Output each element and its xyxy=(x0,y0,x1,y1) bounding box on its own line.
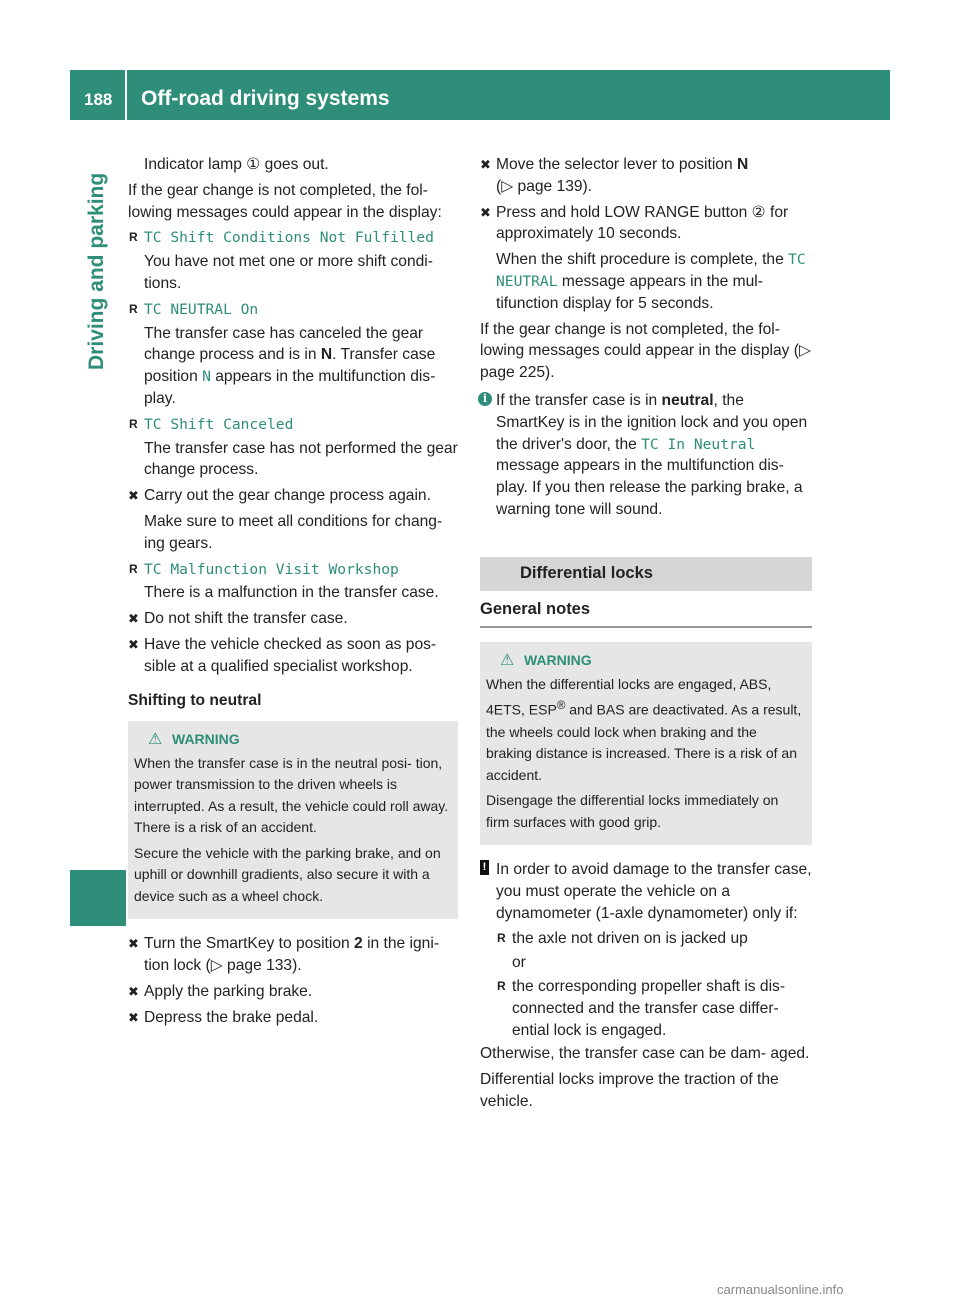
warning-box xyxy=(128,721,458,919)
text-span: Press and hold LOW RANGE button ② for approximately 10 seconds. xyxy=(496,203,789,243)
text-span: the axle not driven on is jacked up xyxy=(512,930,748,948)
text-span: Depress the brake pedal. xyxy=(144,1008,319,1026)
subsection-heading: General notes xyxy=(480,599,812,629)
step-item xyxy=(128,981,458,1003)
step-arrow-icon: ✖ xyxy=(128,488,139,504)
text-span: N xyxy=(736,156,749,173)
paragraph: The transfer case has not performed the gear change process. xyxy=(144,439,458,479)
watermark: carmanualsonline.info xyxy=(717,1282,844,1297)
warning-header xyxy=(486,650,804,672)
registered-mark: ® xyxy=(556,699,566,713)
text-span: message appears in the multifunction dis- play. If you then release the parking brake, a warning tone will sound. xyxy=(496,457,803,518)
exclamation-icon: ! xyxy=(480,860,489,875)
text-span: (▷ page 139). xyxy=(496,177,593,195)
info-icon: i xyxy=(478,392,492,406)
paragraph: Indicator lamp ① goes out. xyxy=(144,156,329,173)
display-message: TC Shift Conditions Not Fulfilled xyxy=(144,229,434,247)
text-span: Move the selector lever to position xyxy=(496,156,737,173)
warning-triangle-icon: ⚠ xyxy=(148,731,163,749)
bullet-icon: R xyxy=(497,978,506,993)
paragraph: If the gear change is not completed, the fol- lowing messages could appear in the display: xyxy=(128,181,442,221)
page-number: 188 xyxy=(84,90,113,109)
paragraph: Differential locks improve the traction of the vehicle. xyxy=(480,1071,779,1110)
paragraph: If the gear change is not completed, the fol- lowing messages could appear in the display (▷ page 225). xyxy=(480,320,811,382)
text-span: 2 xyxy=(354,935,363,953)
notice-note xyxy=(480,859,812,924)
step-arrow-icon: ✖ xyxy=(128,983,139,999)
step-item xyxy=(128,485,458,507)
step-item xyxy=(128,608,458,630)
warning-box xyxy=(480,642,812,845)
bullet-icon: R xyxy=(129,561,138,576)
warning-header xyxy=(134,729,450,751)
text-span: Carry out the gear change process again. xyxy=(144,487,431,505)
bullet-icon: R xyxy=(497,931,506,946)
paragraph: You have not met one or more shift condi- tions. xyxy=(144,253,433,292)
text-span: Apply the parking brake. xyxy=(144,982,313,1000)
step-item xyxy=(480,154,812,198)
bullet-icon: R xyxy=(129,230,138,245)
step-arrow-icon: ✖ xyxy=(128,1009,139,1025)
step-arrow-icon: ✖ xyxy=(128,611,139,627)
bullet-icon: R xyxy=(129,301,138,316)
display-message: TC NEUTRAL xyxy=(496,251,806,290)
side-tab-block xyxy=(70,870,126,926)
text-span: in the igni- tion lock (▷ page 133). xyxy=(144,935,440,975)
step-arrow-icon: ✖ xyxy=(128,636,139,652)
header-divider xyxy=(125,70,127,120)
list-item xyxy=(128,299,458,321)
step-item xyxy=(128,1007,458,1029)
text-span: message appears in the mul- tifunction display for 5 seconds. xyxy=(496,272,763,312)
paragraph: or xyxy=(512,954,526,972)
text-span: appears in the multifunction dis- play. xyxy=(144,368,436,407)
step-arrow-icon: ✖ xyxy=(480,204,491,220)
text-span: Turn the SmartKey to position xyxy=(144,935,355,953)
text-span: Have the vehicle checked as soon as pos- sible at a qualified specialist workshop. xyxy=(144,635,437,675)
warning-text: When the transfer case is in the neutral posi- tion, power transmission to the driven wheels is interrupted. As a result, the vehicle could roll away. There is a risk of an accident. xyxy=(134,754,449,836)
display-message: TC NEUTRAL On xyxy=(144,300,259,318)
left-column xyxy=(128,154,458,1033)
text-span: The transfer case has canceled the gear change process and is in xyxy=(144,324,424,364)
text-span: N xyxy=(320,346,333,364)
paragraph xyxy=(128,323,458,410)
paragraph xyxy=(480,249,812,314)
warning-text: Secure the vehicle with the parking brake, and on uphill or downhill gradients, also secure it with a device such as a wheel chock. xyxy=(134,844,441,904)
text-span: the corresponding propeller shaft is dis- connected and the transfer case differ- ential lock is engaged. xyxy=(512,977,786,1039)
text-span: . Transfer case position xyxy=(144,346,436,386)
text-span: neutral xyxy=(661,391,714,409)
list-item xyxy=(480,976,812,1041)
warning-text xyxy=(486,674,804,786)
paragraph: Make sure to meet all conditions for chang- ing gears. xyxy=(144,512,443,552)
warning-label: WARNING xyxy=(524,652,592,669)
step-item xyxy=(480,202,812,246)
bullet-icon: R xyxy=(129,416,138,431)
step-item xyxy=(128,634,458,678)
text-span: Do not shift the transfer case. xyxy=(144,610,348,628)
paragraph: Otherwise, the transfer case can be dam- aged. xyxy=(480,1045,810,1063)
text-span: and BAS are deactivated. As a result, the wheels could lock when braking and the braking distance is increased. There is a risk of an accident. xyxy=(486,702,802,783)
text-span: When the differential locks are engaged, ABS, 4ETS, ESP xyxy=(486,675,772,718)
text-span: , the SmartKey is in the ignition lock and you open the driver's door, the xyxy=(496,391,808,453)
step-item xyxy=(128,933,458,977)
display-message: TC In Neutral xyxy=(641,435,756,453)
text-span: In order to avoid damage to the transfer case, you must operate the vehicle on a dynamometer (1-axle dynamometer) only if: xyxy=(496,861,812,922)
warning-label: WARNING xyxy=(172,731,240,748)
warning-text: Disengage the differential locks immediately on firm surfaces with good grip. xyxy=(486,792,779,830)
side-tab-title: Driving and parking xyxy=(85,172,108,370)
info-note xyxy=(480,390,812,521)
chapter-title: Off-road driving systems xyxy=(141,87,390,110)
list-item xyxy=(128,414,458,436)
text-span: If the transfer case is in xyxy=(496,391,662,409)
section-heading: Shifting to neutral xyxy=(128,691,262,709)
list-item xyxy=(128,559,458,581)
step-arrow-icon: ✖ xyxy=(128,936,139,952)
right-column xyxy=(480,154,812,1117)
step-arrow-icon: ✖ xyxy=(480,157,491,172)
section-heading: Differential locks xyxy=(480,557,812,591)
list-item xyxy=(480,928,812,950)
paragraph: There is a malfunction in the transfer case. xyxy=(144,584,439,602)
list-item xyxy=(128,227,458,249)
warning-triangle-icon: ⚠ xyxy=(500,652,515,670)
display-message: N xyxy=(202,368,211,386)
display-message: TC Shift Canceled xyxy=(144,415,294,433)
text-span: When the shift procedure is complete, the xyxy=(496,251,789,269)
display-message: TC Malfunction Visit Workshop xyxy=(144,560,399,578)
